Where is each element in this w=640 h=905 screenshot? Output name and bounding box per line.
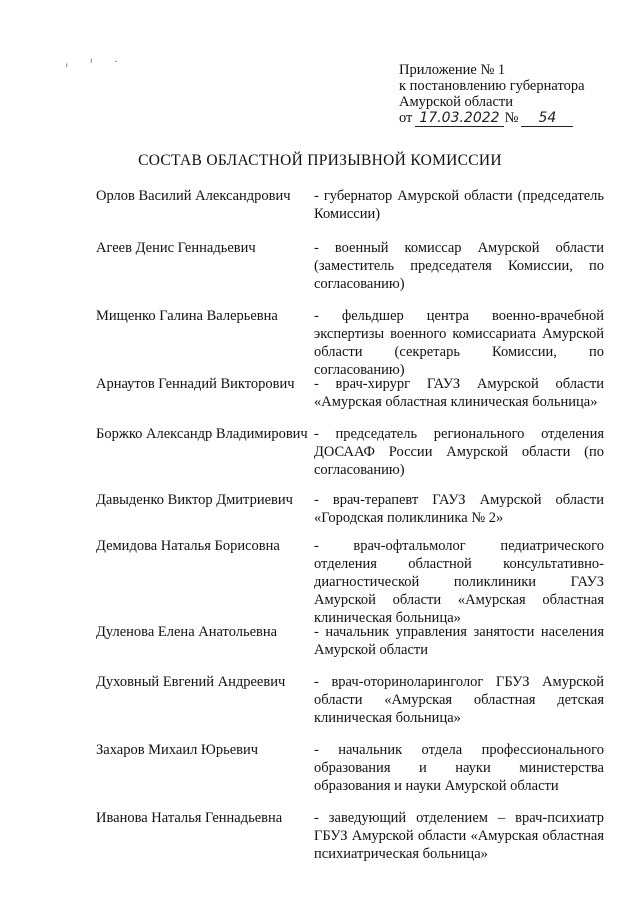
member-name: Агеев Денис Геннадьевич bbox=[96, 240, 256, 256]
member-row bbox=[96, 623, 608, 673]
member-row bbox=[96, 673, 608, 741]
member-row bbox=[96, 537, 608, 626]
member-role: - врач-хирург ГАУЗ Амурской области «Амурская областная клиническая больница» bbox=[314, 376, 604, 410]
member-row bbox=[96, 809, 608, 865]
member-name: Дуленова Елена Анатольевна bbox=[96, 624, 278, 640]
member-name: Мищенко Галина Валерьевна bbox=[96, 308, 278, 324]
member-name: Давыденко Виктор Дмитриевич bbox=[96, 492, 293, 508]
member-role: - врач-офтальмолог педиатрического отделения областной консультативно-диагностической поликлиники ГАУЗ Амурской области «Амурская областная клиническая больница» bbox=[314, 538, 604, 626]
member-role: - начальник управления занятости населения Амурской области bbox=[314, 624, 604, 658]
member-name: Демидова Наталья Борисовна bbox=[96, 538, 280, 554]
appendix-number: Приложение № 1 bbox=[399, 62, 506, 78]
member-row bbox=[96, 741, 608, 809]
member-role: - начальник отдела профессионального образования и науки министерства образования и науки Амурской области bbox=[314, 742, 604, 794]
member-role: - заведующий отделением – врач-психиатр ГБУЗ Амурской области «Амурская областная психиатрическая больница» bbox=[314, 810, 604, 862]
member-row bbox=[96, 239, 608, 307]
member-name: Орлов Василий Александрович bbox=[96, 188, 291, 204]
decree-date-number bbox=[399, 110, 599, 127]
member-name: Захаров Михаил Юрьевич bbox=[96, 742, 259, 758]
number-prefix: № bbox=[504, 110, 519, 126]
member-role: - врач-терапевт ГАУЗ Амурской области «Городская поликлиника № 2» bbox=[314, 492, 604, 526]
commission-members-list bbox=[96, 187, 608, 865]
member-row bbox=[96, 187, 608, 239]
appendix-reference: к постановлению губернатора bbox=[399, 78, 585, 94]
member-name: Арнаутов Геннадий Викторович bbox=[96, 376, 295, 392]
decree-number: 54 bbox=[521, 110, 573, 127]
member-role: - врач-оториноларинголог ГБУЗ Амурской области «Амурская областная детская клиническая больница» bbox=[314, 674, 604, 726]
member-row bbox=[96, 375, 608, 425]
member-name: Иванова Наталья Геннадьевна bbox=[96, 810, 283, 826]
document-title: СОСТАВ ОБЛАСТНОЙ ПРИЗЫВНОЙ КОМИССИИ bbox=[138, 152, 502, 169]
scan-marks: ᵢ ⁱ ˑ bbox=[66, 58, 128, 69]
member-role: - председатель регионального отделения ДОСААФ России Амурской области (по согласованию) bbox=[314, 426, 604, 478]
member-row bbox=[96, 425, 608, 491]
member-name: Духовный Евгений Андреевич bbox=[96, 674, 286, 690]
member-name: Боржко Александр Владимирович bbox=[96, 426, 308, 442]
member-role: - губернатор Амурской области (председатель Комиссии) bbox=[314, 188, 604, 222]
member-role: - военный комиссар Амурской области (заместитель председателя Комиссии, по согласованию) bbox=[314, 240, 604, 292]
member-row bbox=[96, 307, 608, 378]
member-role: - фельдшер центра военно-врачебной экспертизы военного комиссариата Амурской области (секретарь Комиссии, по согласованию) bbox=[314, 308, 604, 378]
appendix-block bbox=[399, 62, 599, 127]
appendix-region: Амурской области bbox=[399, 94, 513, 110]
member-row bbox=[96, 491, 608, 537]
decree-date: 17.03.2022 bbox=[415, 110, 503, 127]
date-prefix: от bbox=[399, 110, 413, 126]
